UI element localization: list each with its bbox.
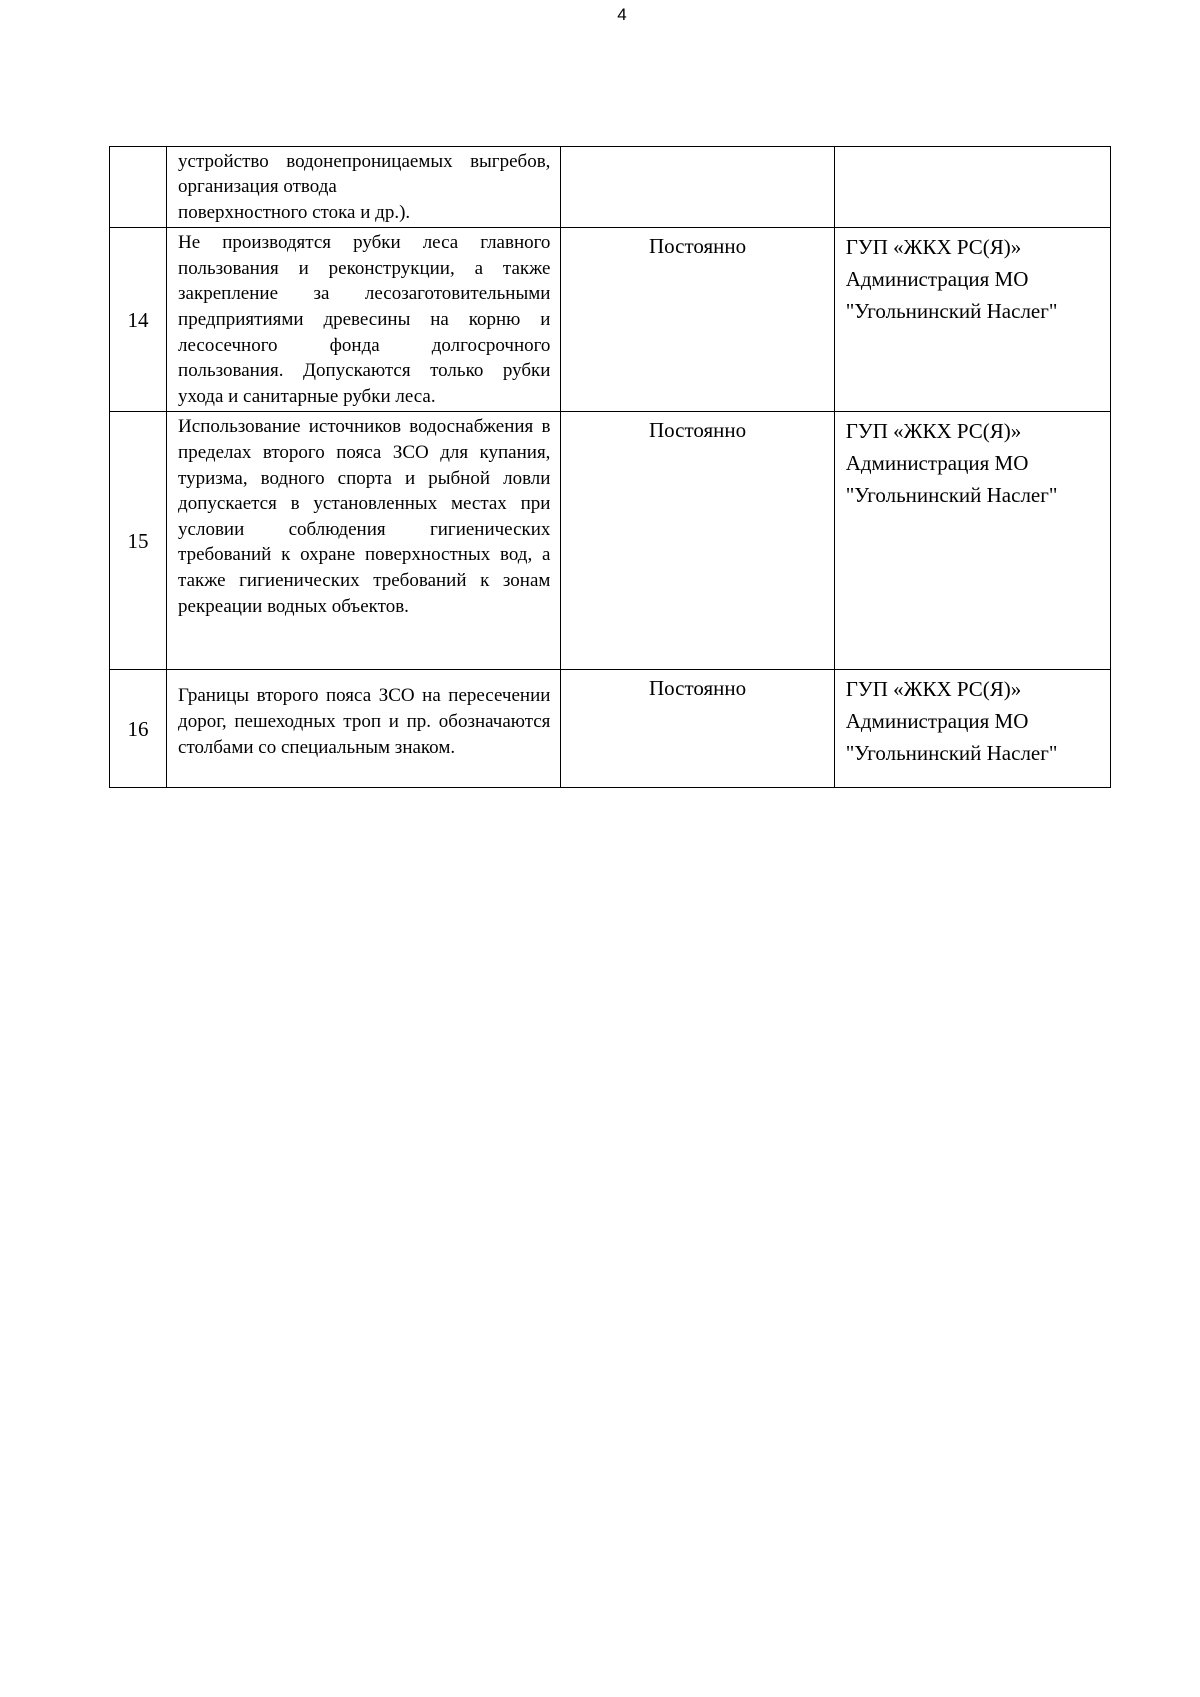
responsible-cell: ГУП «ЖКХ РС(Я)» Администрация МО "Угольнинский Наслег" [834, 670, 1110, 788]
table-row [110, 670, 1111, 788]
measure-cell [167, 670, 561, 788]
table-row [110, 228, 1111, 412]
measure-text: устройство водонепроницаемых выгребов, организация отвода поверхностного стока и др.). [178, 151, 551, 223]
term-cell: Постоянно [561, 670, 834, 788]
table-row [110, 412, 1111, 670]
responsible-cell [834, 147, 1110, 228]
measure-text: Границы второго пояса ЗСО на пересечении дорог, пешеходных троп и пр. обозначаются столбами со специальным знаком. [178, 685, 551, 758]
row-number-cell: 14 [110, 228, 167, 412]
measure-text: Не производятся рубки леса главного пользования и реконструкции, а также закрепление за лесозаготовительными предприятиями древесины на корню и лесосечного фонда долгосрочного пользования. Допускаются только рубки ухода и санитарные рубки леса. [178, 232, 551, 407]
page-number: 4 [617, 5, 627, 24]
measures-table [109, 146, 1111, 788]
table-row [110, 147, 1111, 228]
row-number-cell: 16 [110, 670, 167, 788]
term-cell: Постоянно [561, 412, 834, 670]
term-cell: Постоянно [561, 228, 834, 412]
measure-cell [167, 147, 561, 228]
row-number-cell [110, 147, 167, 228]
measure-text: Использование источников водоснабжения в пределах второго пояса ЗСО для купания, туризма, водного спорта и рыбной ловли допускается в установленных местах при условии соблюдения гигиенических требований к охране поверхностных вод, а также гигиенических требований к зонам рекреации водных объектов. [178, 416, 551, 617]
term-cell [561, 147, 834, 228]
measure-cell [167, 228, 561, 412]
responsible-cell: ГУП «ЖКХ РС(Я)» Администрация МО "Угольнинский Наслег" [834, 228, 1110, 412]
measure-cell [167, 412, 561, 670]
row-number-cell: 15 [110, 412, 167, 670]
responsible-cell: ГУП «ЖКХ РС(Я)» Администрация МО "Угольнинский Наслег" [834, 412, 1110, 670]
